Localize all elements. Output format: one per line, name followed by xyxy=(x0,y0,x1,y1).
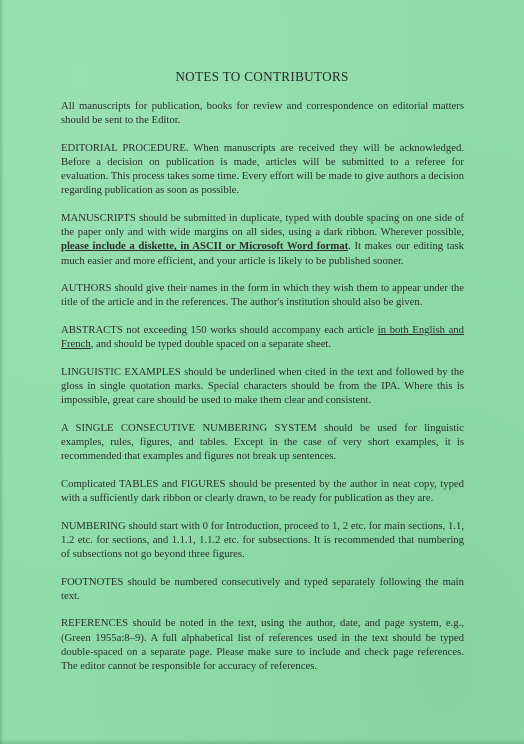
page-edge-shadow xyxy=(0,0,4,744)
paragraph-text: All manuscripts for publication, books for review and correspondence on editorial matters should be sent to the Editor. xyxy=(61,100,464,127)
paragraph-text: ABSTRACTS not exceeding 150 works should accompany each article xyxy=(61,324,378,336)
paragraph-editorial-procedure xyxy=(61,141,464,198)
diskette-emphasis: please include a diskette, in ASCII or Microsoft Word format xyxy=(61,240,349,253)
page-title: NOTES TO CONTRIBUTORS xyxy=(175,69,349,84)
paragraph-text: FOOTNOTES should be numbered consecutively and typed separately following the main text. xyxy=(61,575,464,602)
paragraph-numbering xyxy=(61,519,464,562)
paragraph-text: REFERENCES should be noted in the text, using the author, date, and page system, e.g., (Green 1955a:8–9). A full alphabetical list of references used in the text should be typed double-spaced on a separate page. Please make sure to include and check page references. The editor cannot be responsible for accuracy of references. xyxy=(61,617,464,672)
paragraph-authors xyxy=(61,281,464,309)
paragraph-text: AUTHORS should give their names in the form in which they wish them to appear under the title of the article and in the references. The author's institution should also be given. xyxy=(61,282,464,309)
paragraph-linguistic-examples xyxy=(61,365,464,408)
languages-emphasis: in both English and French xyxy=(61,324,464,351)
page-bottom-shadow xyxy=(0,739,524,744)
paragraph-text: NUMBERING should start with 0 for Introduction, proceed to 1, 2 etc. for main sections, 1.1, 1.2 etc. for sections, and 1.1.1, 1.1.2 etc. for subsections. It is recommended that numbering of subsections not go beyond three figures. xyxy=(61,519,464,560)
paragraph-text: LINGUISTIC EXAMPLES should be underlined when cited in the text and followed by the gloss in single quotation marks. Special characters should be from the IPA. Where this is impossible, great care should be used to make them clear and consistent. xyxy=(61,365,464,407)
paragraph-manuscripts xyxy=(61,211,464,268)
paragraph-text: , and should be typed double spaced on a separate sheet. xyxy=(90,338,332,351)
paragraph-text: Complicated TABLES and FIGURES should be presented by the author in neat copy, typed with a sufficiently dark ribbon or clearly drawn, to be ready for publication as they are. xyxy=(61,477,464,504)
paragraph-intro xyxy=(61,99,464,127)
paragraph-tables-figures xyxy=(61,477,464,505)
paragraph-footnotes xyxy=(61,575,464,603)
notes-body xyxy=(61,99,464,687)
paragraph-text: EDITORIAL PROCEDURE. When manuscripts are received they will be acknowledged. Before a decision on publication is made, articles will be submitted to a referee for evaluation. This process takes some time. Every effort will be made to give authors a decision regarding publication as soon as possible. xyxy=(61,141,464,197)
paragraph-text: MANUSCRIPTS should be submitted in duplicate, typed with double spacing on one side of the paper only and with wide margins on all sides, using a dark ribbon. Wherever possible, xyxy=(61,212,464,239)
paragraph-abstracts xyxy=(61,323,464,351)
paragraph-text: A SINGLE CONSECUTIVE NUMBERING SYSTEM should be used for linguistic examples, rules, figures, and tables. Except in the case of very short examples, it is recommended that examples and figures not break up sentences. xyxy=(61,421,464,463)
paragraph-references xyxy=(61,616,464,673)
paragraph-text: . It makes our editing task much easier and more efficient, and your article is likely to be published sooner. xyxy=(61,240,464,267)
paragraph-numbering-system xyxy=(61,421,464,464)
